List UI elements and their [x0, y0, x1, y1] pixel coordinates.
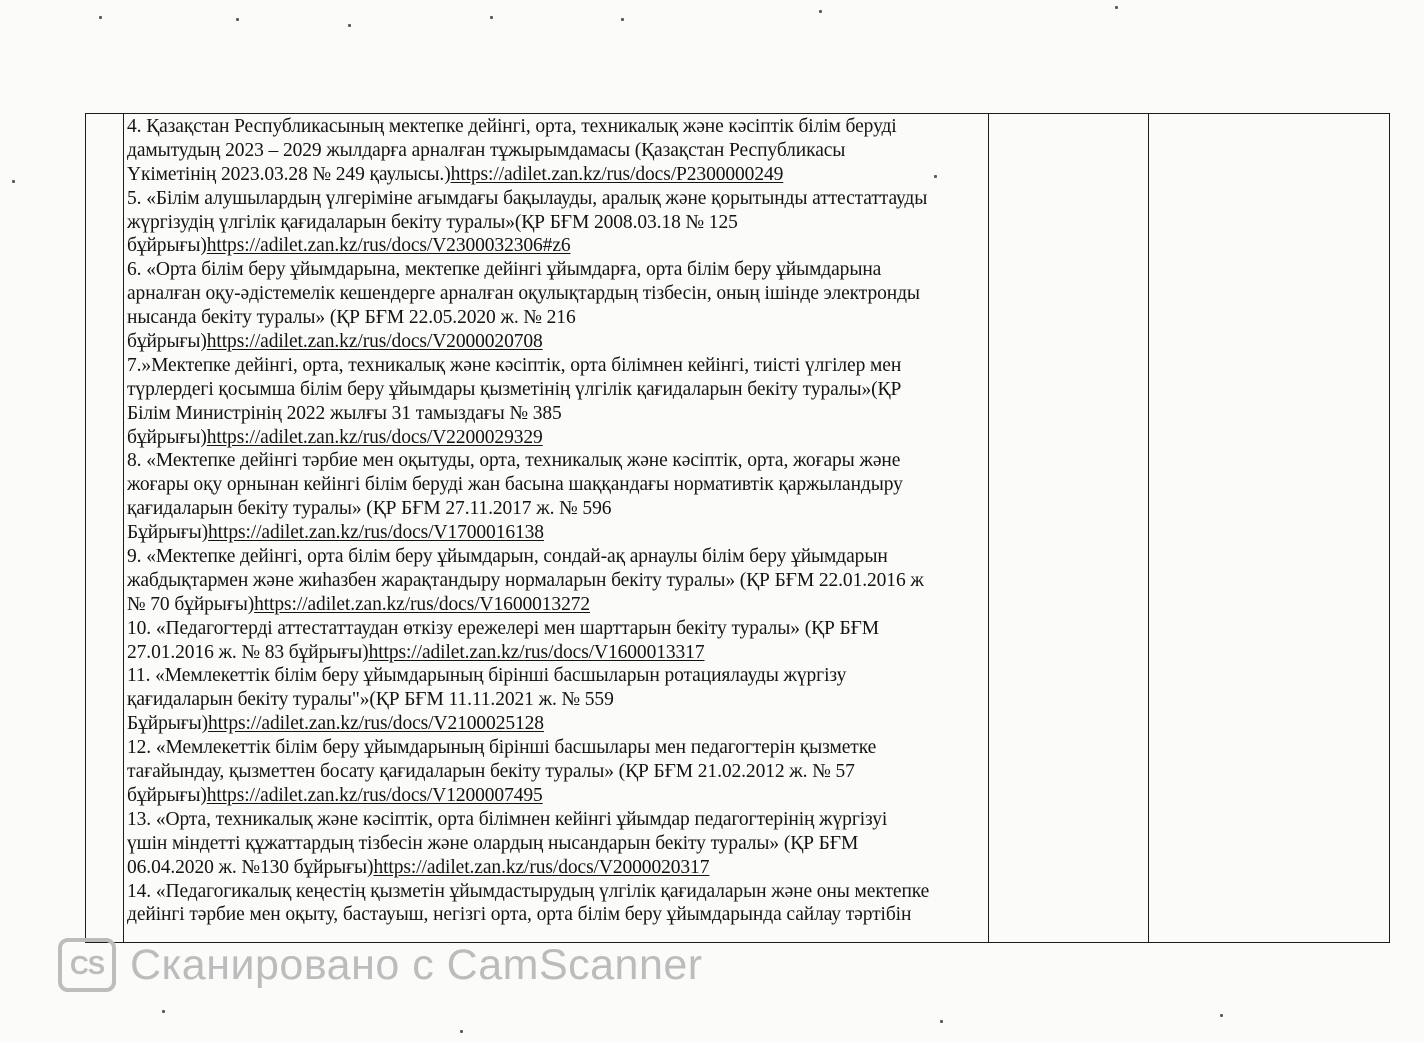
document-line [127, 760, 989, 784]
line-text: тағайындау, қызметтен босату қағидаларын бекіту туралы» (ҚР БҒМ 21.02.2012 ж. № 57 [127, 761, 855, 783]
scan-speck [460, 1030, 463, 1033]
scan-speck [236, 18, 239, 21]
document-line [127, 163, 989, 187]
line-text: жоғары оқу орнынан кейінгі білім беруді жан басына шаққандағы нормативтік қаржыландыру [127, 474, 903, 496]
adilet-link[interactable]: https://adilet.zan.kz/rus/docs/V2000020317 [373, 856, 710, 878]
adilet-link[interactable]: https://adilet.zan.kz/rus/docs/V2300032306#z6 [206, 235, 571, 257]
document-line [127, 211, 989, 235]
document-line [127, 832, 989, 856]
line-text: Білім Министрінің 2022 жылғы 31 тамыздағы № 385 [127, 402, 562, 424]
line-text: № 70 бұйрығы) [127, 593, 255, 615]
line-text: 4. Қазақстан Республикасының мектепке дейінгі, орта, техникалық және кәсіптік білім беруді [127, 116, 897, 137]
line-text: 12. «Мемлекеттік білім беру ұйымдарының бірінші басшылары мен педагогтерін қызметке [127, 737, 877, 759]
line-text: 8. «Мектепке дейінгі тәрбие мен оқытуды, орта, техникалық және кәсіптік, орта, жоғары және [127, 450, 901, 472]
document-line [127, 521, 989, 545]
regulations-list-cell [127, 115, 989, 941]
line-text: үшін міндетті құжаттардың тізбесін және олардың нысандарын бекіту туралы» (ҚР БҒМ [127, 832, 859, 854]
line-text: дейінгі тәрбие мен оқыту, бастауыш, негізгі орта, орта білім беру ұйымдарында сайлау тәртібін [127, 904, 912, 926]
document-line [127, 258, 989, 282]
adilet-link[interactable]: https://adilet.zan.kz/rus/docs/V2000020708 [206, 331, 543, 353]
document-line [127, 808, 989, 832]
scan-speck [348, 24, 351, 27]
line-text: дамытудың 2023 – 2029 жылдарға арналған тұжырымдамасы (Қазақстан Республикасы [127, 139, 846, 161]
document-line [127, 617, 989, 641]
document-line [127, 449, 989, 473]
document-line [127, 234, 989, 258]
line-text: 5. «Білім алушылардың үлгеріміне ағымдағы бақылауды, аралық және қорытынды аттестаттауды [127, 187, 928, 209]
document-line [127, 354, 989, 378]
line-text: 6. «Орта білім беру ұйымдарына, мектепке дейінгі ұйымдарға, орта білім беру ұйымдарына [127, 259, 882, 281]
line-text: 11. «Мемлекеттік білім беру ұйымдарының бірінші басшыларын ротациялауды жүргізу [127, 665, 847, 687]
document-line [127, 139, 989, 163]
document-line [127, 473, 989, 497]
scan-speck [1220, 1014, 1223, 1017]
document-line [127, 736, 989, 760]
line-text: 06.04.2020 ж. №130 бұйрығы) [127, 856, 374, 878]
scan-speck [934, 175, 937, 178]
scan-speck [490, 16, 493, 19]
line-text: 9. «Мектепке дейінгі, орта білім беру ұйымдарын, сондай-ақ арнаулы білім беру ұйымдарын [127, 546, 888, 568]
line-text: бұйрығы) [127, 331, 207, 353]
column-divider-3 [1148, 114, 1149, 942]
scan-speck [99, 16, 102, 19]
watermark-text: Сканировано с CamScanner [130, 940, 703, 989]
document-line [127, 688, 989, 712]
document-line [127, 115, 989, 139]
scan-speck [162, 1010, 165, 1013]
line-text: жүргізудің үлгілік қағидаларын бекіту туралы»(ҚР БҒМ 2008.03.18 № 125 [127, 211, 738, 233]
scan-speck [621, 18, 624, 21]
adilet-link[interactable]: https://adilet.zan.kz/rus/docs/V2100025128 [208, 713, 544, 735]
document-line [127, 545, 989, 569]
line-text: қағидаларын бекіту туралы» (ҚР БҒМ 27.11.2017 ж. № 596 [127, 498, 612, 520]
document-line [127, 664, 989, 688]
document-line [127, 569, 989, 593]
document-line [127, 880, 989, 904]
line-text: бұйрығы) [127, 426, 207, 448]
document-line [127, 187, 989, 211]
document-line [127, 426, 989, 450]
line-text: нысанда бекіту туралы» (ҚР БҒМ 22.05.2020 ж. № 216 [127, 307, 576, 329]
document-line [127, 402, 989, 426]
adilet-link[interactable]: https://adilet.zan.kz/rus/docs/V1600013317 [368, 641, 705, 663]
scan-speck [940, 1020, 943, 1023]
document-line [127, 641, 989, 665]
line-text: 7.»Мектепке дейінгі, орта, техникалық және кәсіптік, орта білімнен кейінгі, тиісті үлгілер мен [127, 354, 902, 376]
line-text: Бұйрығы) [127, 713, 209, 735]
camscanner-watermark [58, 935, 703, 995]
line-text: жабдықтармен және жиһазбен жарақтандыру нормаларын бекіту туралы» (ҚР БҒМ 22.01.2016 ж [127, 569, 924, 591]
adilet-link[interactable]: https://adilet.zan.kz/rus/docs/V1600013272 [254, 593, 591, 615]
document-line [127, 903, 989, 927]
scan-speck [1115, 6, 1118, 9]
scan-speck [819, 10, 822, 13]
line-text: 10. «Педагогтерді аттестаттаудан өткізу ережелері мен шарттарын бекіту туралы» (ҚР БҒМ [127, 617, 880, 639]
adilet-link[interactable]: https://adilet.zan.kz/rus/docs/P2300000249 [450, 163, 784, 185]
adilet-link[interactable]: https://adilet.zan.kz/rus/docs/V1700016138 [208, 522, 544, 544]
document-line [127, 306, 989, 330]
line-text: арналған оқу-әдістемелік кешендерге арналған оқулықтардың тізбесін, оның ішінде электронды [127, 283, 920, 305]
line-text: бұйрығы) [127, 784, 207, 806]
camscanner-logo-icon: CS [58, 938, 116, 992]
document-line [127, 330, 989, 354]
document-line [127, 856, 989, 880]
adilet-link[interactable]: https://adilet.zan.kz/rus/docs/V2200029329 [206, 426, 543, 448]
line-text: 13. «Орта, техникалық және кәсіптік, орта білімнен кейінгі ұйымдар педагогтерінің жүргізуі [127, 808, 888, 830]
line-text: 27.01.2016 ж. № 83 бұйрығы) [127, 641, 369, 663]
scan-speck [12, 180, 15, 183]
document-line [127, 378, 989, 402]
line-text: қағидаларын бекіту туралы"»(ҚР БҒМ 11.11.2021 ж. № 559 [127, 689, 614, 711]
document-line [127, 497, 989, 521]
line-text: бұйрығы) [127, 235, 207, 257]
column-divider-1 [123, 114, 124, 942]
document-line [127, 593, 989, 617]
line-text: Үкіметінің 2023.03.28 № 249 қаулысы.) [127, 163, 451, 185]
document-line [127, 784, 989, 808]
line-text: түрлердегі қосымша білім беру ұйымдары қызметінің үлгілік қағидаларын бекіту туралы»(ҚР [127, 378, 902, 400]
adilet-link[interactable]: https://adilet.zan.kz/rus/docs/V1200007495 [206, 784, 543, 806]
document-line [127, 712, 989, 736]
line-text: Бұйрығы) [127, 522, 209, 544]
line-text: 14. «Педагогикалық кеңестің қызметін ұйымдастырудың үлгілік қағидаларын және оны мектепке [127, 880, 930, 902]
document-line [127, 282, 989, 306]
